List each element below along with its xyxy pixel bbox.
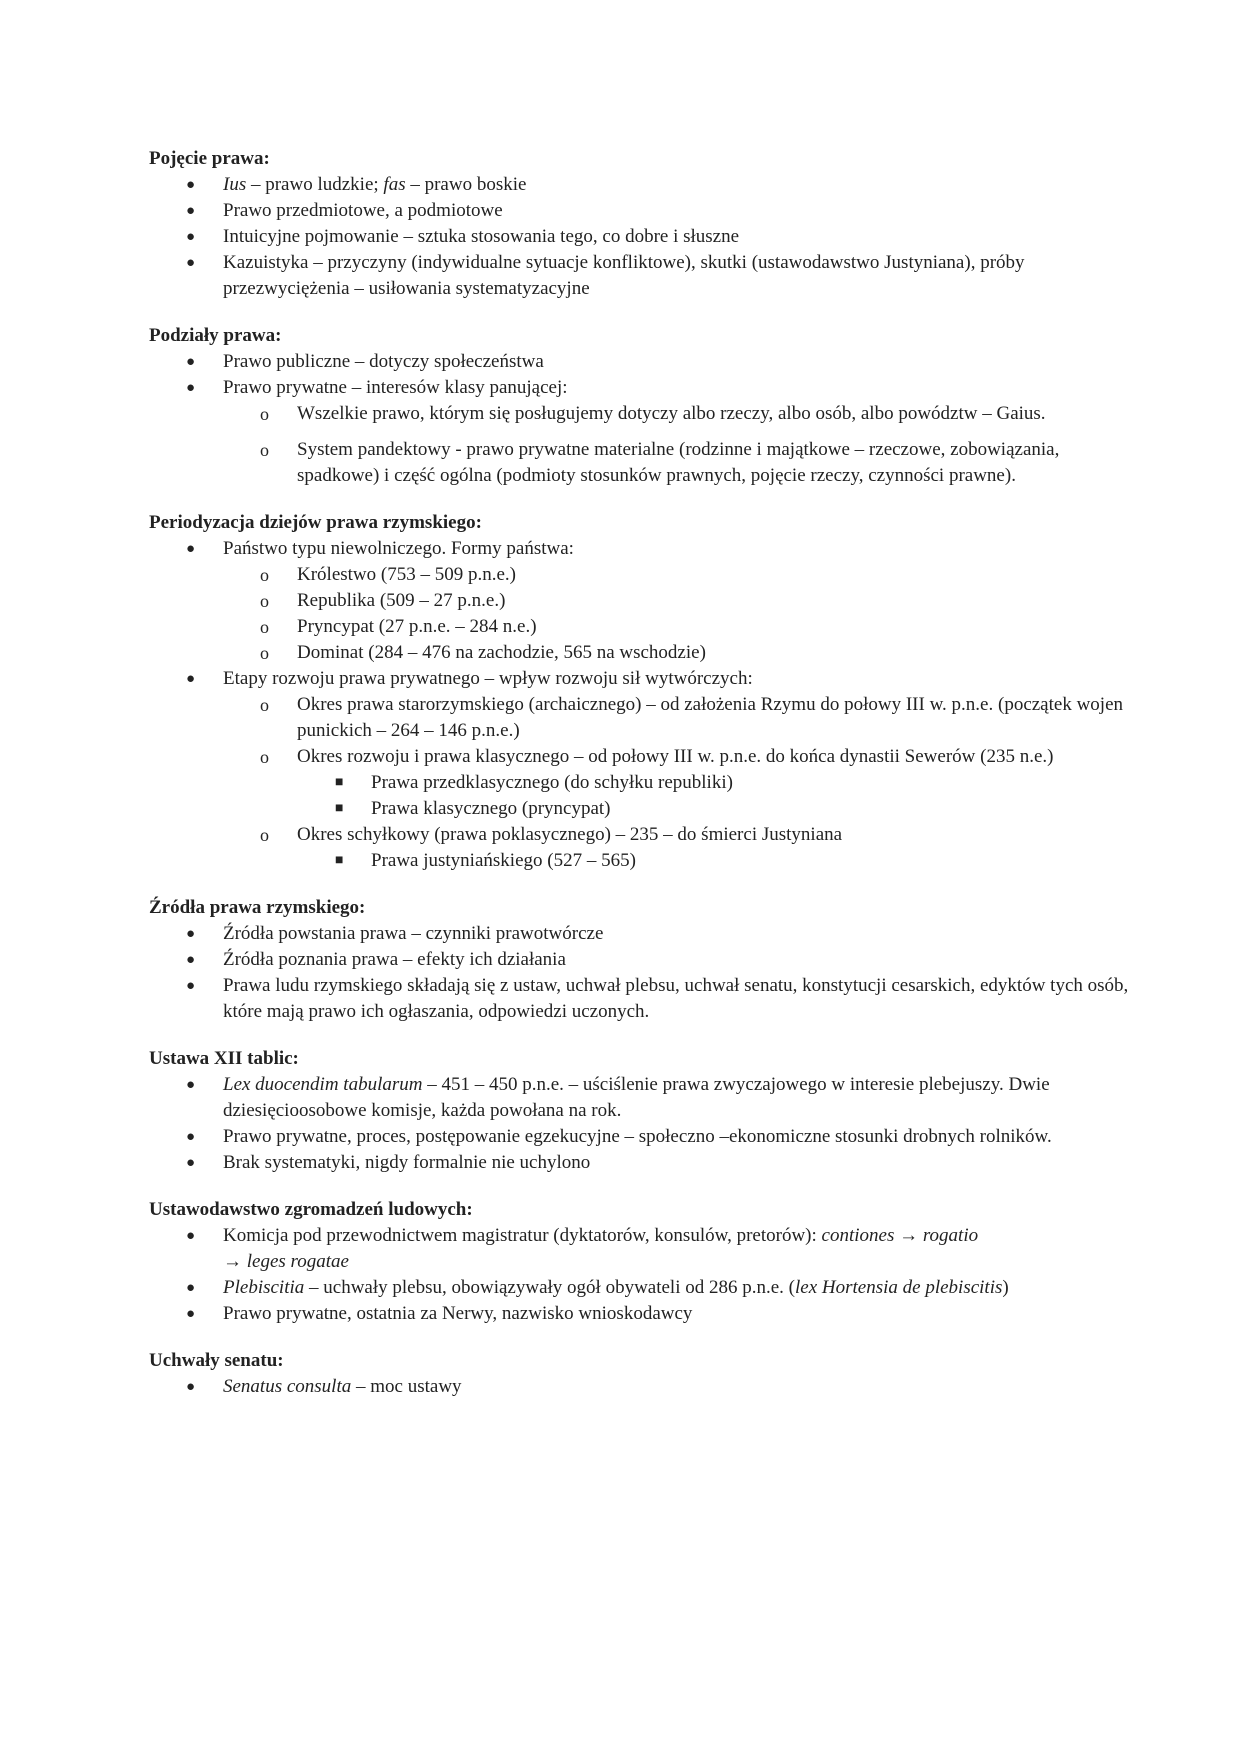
item-text: Okres schyłkowy (prawa poklasycznego) – 235 – do śmierci Justyniana [297, 824, 843, 845]
item-text: Prawo publiczne – dotyczy społeczeństwa [223, 351, 544, 372]
italic-term: Lex duocendim tabularum [223, 1074, 423, 1095]
sub-sub-list-item [297, 848, 1130, 874]
circle-bullet-icon: o [260, 404, 269, 424]
list-item [149, 375, 1130, 489]
list-item [149, 536, 1130, 666]
section-periodyzacja [149, 510, 1130, 874]
circle-bullet-icon: o [260, 643, 269, 663]
sub-list-item [223, 692, 1130, 744]
list-item [149, 921, 1130, 947]
section-heading: Pojęcie prawa: [149, 148, 270, 169]
item-text: Kazuistyka – przyczyny (indywidualne sytuacje konfliktowe), skutki (ustawodawstwo Justyniana), próby przezwyciężenia – usiłowania systematyzacyjne [223, 252, 1025, 299]
italic-term: lex Hortensia de plebiscitis [795, 1277, 1003, 1298]
bullet-icon: ● [186, 952, 196, 968]
sub-list-item [223, 640, 1130, 666]
item-text: Pryncypat (27 p.n.e. – 284 n.e.) [297, 616, 537, 637]
sub-list-item [223, 614, 1130, 640]
bullet-list [149, 172, 1130, 302]
arrow-icon: → [894, 1225, 923, 1246]
item-text: Królestwo (753 – 509 p.n.e.) [297, 564, 516, 585]
arrow-icon: → [223, 1251, 247, 1272]
bullet-icon: ● [186, 354, 196, 370]
sub-list [223, 562, 1130, 666]
list-item [149, 666, 1130, 874]
item-text: Etapy rozwoju prawa prywatnego – wpływ rozwoju sił wytwórczych: [223, 668, 753, 689]
item-text: Prawo prywatne, ostatnia za Nerwy, nazwisko wnioskodawcy [223, 1303, 693, 1324]
section-heading: Periodyzacja dziejów prawa rzymskiego: [149, 512, 482, 533]
section-heading: Podziały prawa: [149, 325, 282, 346]
item-text: Republika (509 – 27 p.n.e.) [297, 590, 506, 611]
bullet-icon: ● [186, 978, 196, 994]
list-item [149, 349, 1130, 375]
circle-bullet-icon: o [260, 440, 269, 460]
bullet-icon: ● [186, 1077, 196, 1093]
bullet-list [149, 536, 1130, 874]
bullet-icon: ● [186, 671, 196, 687]
list-item [149, 1374, 1130, 1400]
italic-term: fas [383, 174, 406, 195]
circle-bullet-icon: o [260, 825, 269, 845]
sub-list-item [223, 401, 1130, 427]
item-text: – 451 – 450 p.n.e. – uściślenie prawa zwyczajowego w interesie plebejuszy. Dwie dziesięcioosobowe komisje, każda powołana na rok. [223, 1074, 1050, 1121]
bullet-icon: ● [186, 926, 196, 942]
bullet-icon: ● [186, 1306, 196, 1322]
item-text: Prawo prywatne – interesów klasy panującej: [223, 377, 568, 398]
item-text: Prawa ludu rzymskiego składają się z ustaw, uchwał plebsu, uchwał senatu, konstytucji cesarskich, edyktów tych osób, które mają prawo ich ogłaszania, odpowiedzi uczonych. [223, 975, 1129, 1022]
bullet-icon: ● [186, 1379, 196, 1395]
bullet-icon: ● [186, 380, 196, 396]
list-item [149, 1150, 1130, 1176]
circle-bullet-icon: o [260, 591, 269, 611]
italic-term: contiones [821, 1225, 895, 1246]
bullet-icon: ● [186, 203, 196, 219]
sub-sub-list [297, 848, 1130, 874]
item-text: Komicja pod przewodnictwem magistratur (dyktatorów, konsulów, pretorów): [223, 1225, 822, 1246]
section-heading: Źródła prawa rzymskiego: [149, 897, 366, 918]
item-text: Wszelkie prawo, którym się posługujemy dotyczy albo rzeczy, albo osób, albo powództw – Gaius. [297, 403, 1046, 424]
bullet-list [149, 1374, 1130, 1400]
list-item [149, 973, 1130, 1025]
item-text: Prawa justyniańskiego (527 – 565) [371, 850, 636, 871]
list-item [149, 1301, 1130, 1327]
item-text: System pandektowy - prawo prywatne materialne (rodzinne i majątkowe – rzeczowe, zobowiązania, spadkowe) i część ogólna (podmioty stosunków prawnych, pojęcie rzeczy, czynności prawne). [297, 439, 1060, 486]
bullet-icon: ● [186, 1280, 196, 1296]
section-uchwaly-senatu [149, 1348, 1130, 1400]
bullet-icon: ● [186, 177, 196, 193]
item-text: ) [1002, 1277, 1009, 1298]
list-item [149, 172, 1130, 198]
sub-list [223, 692, 1130, 874]
sub-sub-list [297, 770, 1130, 822]
circle-bullet-icon: o [260, 747, 269, 767]
item-text: Prawo przedmiotowe, a podmiotowe [223, 200, 503, 221]
italic-term: rogatio [922, 1225, 979, 1246]
list-item [149, 250, 1130, 302]
square-bullet-icon: ■ [335, 853, 344, 868]
section-heading: Ustawa XII tablic: [149, 1048, 299, 1069]
item-text: – uchwały plebsu, obowiązywały ogół obywateli od 286 p.n.e. ( [304, 1277, 795, 1298]
item-text: – prawo ludzkie; [246, 174, 384, 195]
sub-list-item [223, 562, 1130, 588]
item-text: Państwo typu niewolniczego. Formy państwa: [223, 538, 574, 559]
bullet-list [149, 349, 1130, 489]
sub-list-item [223, 437, 1130, 489]
bullet-icon: ● [186, 1129, 196, 1145]
item-text: Brak systematyki, nigdy formalnie nie uchylono [223, 1152, 591, 1173]
bullet-icon: ● [186, 255, 196, 271]
section-podzialy-prawa [149, 323, 1130, 489]
item-text: Prawo prywatne, proces, postępowanie egzekucyjne – społeczno –ekonomiczne stosunki drobnych rolników. [223, 1126, 1052, 1147]
sub-list-item [223, 588, 1130, 614]
circle-bullet-icon: o [260, 695, 269, 715]
square-bullet-icon: ■ [335, 775, 344, 790]
square-bullet-icon: ■ [335, 801, 344, 816]
italic-term: Plebiscitia [223, 1277, 305, 1298]
item-text: Prawa przedklasycznego (do schyłku republiki) [371, 772, 733, 793]
item-text: Dominat (284 – 476 na zachodzie, 565 na wschodzie) [297, 642, 706, 663]
list-item [149, 1275, 1130, 1301]
bullet-list [149, 1072, 1130, 1176]
sub-sub-list-item [297, 770, 1130, 796]
list-item [149, 1072, 1130, 1124]
item-text: Okres rozwoju i prawa klasycznego – od połowy III w. p.n.e. do końca dynastii Sewerów (235 n.e.) [297, 746, 1054, 767]
circle-bullet-icon: o [260, 565, 269, 585]
item-text: Źródła powstania prawa – czynniki prawotwórcze [223, 923, 604, 944]
item-text: Intuicyjne pojmowanie – sztuka stosowania tego, co dobre i słuszne [223, 226, 740, 247]
italic-term: leges rogatae [246, 1251, 349, 1272]
list-item [149, 947, 1130, 973]
item-text: – prawo boskie [405, 174, 527, 195]
item-text: Źródła poznania prawa – efekty ich działania [223, 949, 566, 970]
item-text: – moc ustawy [351, 1376, 462, 1397]
list-item [149, 198, 1130, 224]
section-pojecie-prawa [149, 146, 1130, 302]
section-heading: Uchwały senatu: [149, 1350, 284, 1371]
bullet-list [149, 921, 1130, 1025]
section-ustawa-xii-tablic [149, 1046, 1130, 1176]
bullet-icon: ● [186, 1155, 196, 1171]
bullet-icon: ● [186, 229, 196, 245]
circle-bullet-icon: o [260, 617, 269, 637]
section-ustawodawstwo-zgromadzen [149, 1197, 1130, 1327]
bullet-icon: ● [186, 1228, 196, 1244]
item-text: Okres prawa starorzymskiego (archaicznego) – od założenia Rzymu do połowy III w. p.n.e. (początek wojen punickich – 264 – 146 p.n.e.) [297, 694, 1124, 741]
sub-list [223, 401, 1130, 489]
italic-term: Senatus consulta [223, 1376, 352, 1397]
list-item [149, 224, 1130, 250]
sub-list-item [223, 744, 1130, 822]
bullet-icon: ● [186, 541, 196, 557]
sub-list-item [223, 822, 1130, 874]
italic-term: Ius [223, 174, 247, 195]
section-zrodla-prawa [149, 895, 1130, 1025]
sub-sub-list-item [297, 796, 1130, 822]
item-text: Prawa klasycznego (pryncypat) [371, 798, 611, 819]
list-item [149, 1223, 1130, 1275]
list-item [149, 1124, 1130, 1150]
bullet-list [149, 1223, 1130, 1327]
section-heading: Ustawodawstwo zgromadzeń ludowych: [149, 1199, 473, 1220]
